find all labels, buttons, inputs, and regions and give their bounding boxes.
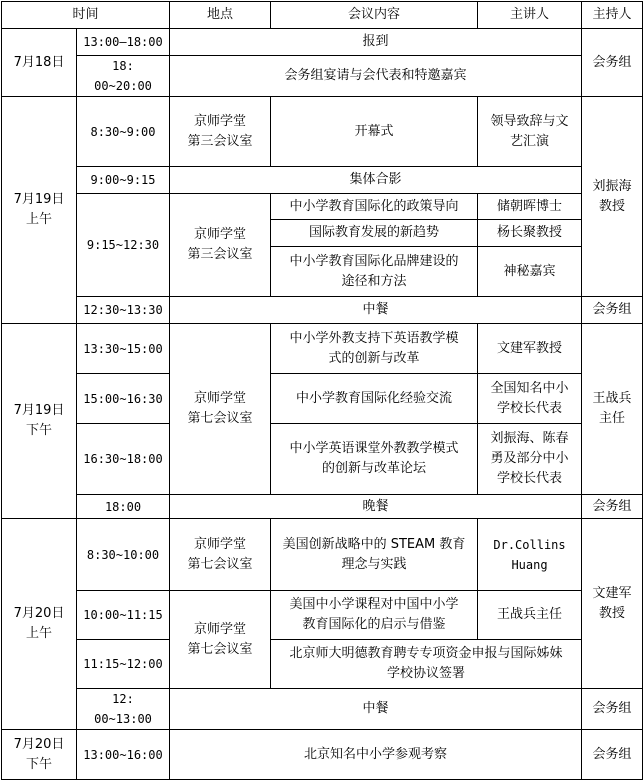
host-cell bbox=[582, 519, 643, 689]
speaker-cell: 王战兵主任 bbox=[478, 591, 582, 640]
location-line: 第七会议室 bbox=[187, 641, 253, 657]
date-period: 上午 bbox=[25, 626, 52, 641]
table-header-row bbox=[2, 2, 643, 29]
time-cell: 13:00—18:00 bbox=[77, 29, 170, 56]
content-line: 的创新与改革论坛 bbox=[321, 461, 426, 476]
location-cell bbox=[170, 194, 271, 297]
header-content: 会议内容 bbox=[271, 2, 478, 29]
location-cell bbox=[170, 519, 271, 591]
host-cell: 会务组 bbox=[582, 297, 643, 324]
content-line: 教育国际化的启示与借鉴 bbox=[302, 617, 446, 632]
content-cell bbox=[271, 640, 582, 689]
speaker-line: 全国知名中小 bbox=[490, 380, 569, 396]
speaker-cell bbox=[478, 424, 582, 495]
content-cell: 开幕式 bbox=[271, 97, 478, 167]
content-cell: 集体合影 bbox=[170, 167, 582, 194]
content-line: 中小学外教支持下英语教学模 bbox=[289, 330, 459, 346]
date-period: 下午 bbox=[25, 756, 52, 772]
host-cell bbox=[582, 324, 643, 495]
speaker-cell bbox=[478, 519, 582, 591]
content-line: 美国中小学课程对中国中小学 bbox=[289, 597, 459, 612]
date-cell bbox=[2, 324, 77, 519]
date-line: 7月19日 bbox=[13, 192, 65, 207]
table-row bbox=[2, 495, 643, 519]
table-row bbox=[2, 374, 643, 424]
content-line: 途径和方法 bbox=[341, 273, 407, 289]
content-cell: 中小学教育国际化的政策导向 bbox=[271, 194, 478, 220]
date-cell: 7月18日 bbox=[2, 29, 77, 97]
header-location: 地点 bbox=[170, 2, 271, 29]
host-cell bbox=[582, 97, 643, 297]
time-cell: 13:30~15:00 bbox=[77, 324, 170, 374]
table-row bbox=[2, 640, 643, 689]
content-cell: 北京知名中小学参观考察 bbox=[170, 730, 582, 780]
time-cell: 9:15~12:30 bbox=[77, 194, 170, 297]
table-row bbox=[2, 297, 643, 324]
header-speaker: 主讲人 bbox=[478, 2, 582, 29]
speaker-cell: 杨长聚教授 bbox=[478, 220, 582, 247]
speaker-cell: 神秘嘉宾 bbox=[478, 247, 582, 297]
content-line: 中小学英语课堂外教教学模式 bbox=[289, 441, 459, 456]
speaker-line: 领导致辞与文 bbox=[490, 113, 569, 129]
host-line: 文建军 bbox=[592, 585, 632, 601]
content-cell: 国际教育发展的新趋势 bbox=[271, 220, 478, 247]
location-line: 京师学堂 bbox=[193, 227, 246, 242]
content-line: 中小学教育国际化品牌建设的 bbox=[289, 253, 459, 269]
time-cell: 18:00 bbox=[77, 495, 170, 519]
table-row bbox=[2, 689, 643, 730]
location-line: 第七会议室 bbox=[187, 411, 253, 426]
location-line: 京师学堂 bbox=[193, 536, 246, 552]
host-cell: 会务组 bbox=[582, 730, 643, 780]
time-cell: 16:30~18:00 bbox=[77, 424, 170, 495]
content-cell bbox=[271, 324, 478, 374]
speaker-line: Dr.Collins bbox=[493, 537, 566, 552]
speaker-line: 学校长代表 bbox=[496, 471, 562, 486]
header-time: 时间 bbox=[2, 2, 170, 29]
table-row bbox=[2, 519, 643, 591]
location-cell bbox=[170, 591, 271, 689]
table-row bbox=[2, 424, 643, 495]
speaker-line: 学校长代表 bbox=[496, 400, 562, 416]
location-cell bbox=[170, 97, 271, 167]
content-cell: 中餐 bbox=[170, 297, 582, 324]
time-cell: 9:00~9:15 bbox=[77, 167, 170, 194]
date-period: 上午 bbox=[25, 212, 52, 227]
speaker-cell: 文建军教授 bbox=[478, 324, 582, 374]
date-cell bbox=[2, 730, 77, 780]
host-line: 教授 bbox=[598, 198, 625, 214]
location-line: 第三会议室 bbox=[187, 247, 253, 262]
speaker-line: 刘振海、陈春 bbox=[490, 431, 569, 446]
content-cell bbox=[271, 424, 478, 495]
host-cell: 会务组 bbox=[582, 689, 643, 730]
host-line: 刘振海 bbox=[592, 178, 632, 194]
date-period: 下午 bbox=[25, 423, 52, 438]
content-cell: 报到 bbox=[170, 29, 582, 56]
location-line: 第七会议室 bbox=[187, 556, 253, 572]
table-row bbox=[2, 56, 643, 97]
time-cell: 11:15~12:00 bbox=[77, 640, 170, 689]
time-cell: 10:00~11:15 bbox=[77, 591, 170, 640]
table-row bbox=[2, 167, 643, 194]
speaker-cell bbox=[478, 97, 582, 167]
speaker-line: Huang bbox=[511, 557, 548, 572]
time-cell: 15:00~16:30 bbox=[77, 374, 170, 424]
time-cell: 8:30~9:00 bbox=[77, 97, 170, 167]
speaker-cell bbox=[478, 374, 582, 424]
host-line: 教授 bbox=[598, 605, 625, 621]
date-line: 7月20日 bbox=[13, 606, 65, 621]
date-line: 7月20日 bbox=[13, 736, 65, 752]
host-line: 王战兵 bbox=[592, 391, 632, 406]
time-cell: 13:00~16:00 bbox=[77, 730, 170, 780]
content-cell bbox=[271, 591, 478, 640]
header-host: 主持人 bbox=[582, 2, 643, 29]
content-line: 式的创新与改革 bbox=[328, 350, 420, 366]
content-line: 美国创新战略中的 STEAM 教育 bbox=[282, 536, 466, 552]
location-line: 京师学堂 bbox=[193, 113, 246, 129]
content-line: 理念与实践 bbox=[341, 556, 407, 572]
location-cell bbox=[170, 324, 271, 495]
time-cell: 12: 00~13:00 bbox=[77, 689, 170, 730]
host-cell: 会务组 bbox=[582, 29, 643, 97]
content-cell: 中餐 bbox=[170, 689, 582, 730]
table-row bbox=[2, 97, 643, 167]
content-line: 学校协议签署 bbox=[386, 666, 465, 681]
date-cell bbox=[2, 97, 77, 324]
date-line: 7月19日 bbox=[13, 403, 65, 418]
speaker-line: 勇及部分中小 bbox=[490, 451, 569, 466]
content-cell bbox=[271, 519, 478, 591]
host-line: 主任 bbox=[598, 411, 625, 426]
time-cell: 18: 00~20:00 bbox=[77, 56, 170, 97]
date-cell bbox=[2, 519, 77, 730]
location-line: 京师学堂 bbox=[193, 391, 246, 406]
table-row bbox=[2, 324, 643, 374]
content-line: 北京师大明德教育聘专专项资金申报与国际姊妹 bbox=[289, 646, 563, 661]
speaker-cell: 储朝晖博士 bbox=[478, 194, 582, 220]
time-cell: 12:30~13:30 bbox=[77, 297, 170, 324]
time-cell: 8:30~10:00 bbox=[77, 519, 170, 591]
content-cell: 中小学教育国际化经验交流 bbox=[271, 374, 478, 424]
content-cell: 晚餐 bbox=[170, 495, 582, 519]
speaker-line: 艺汇演 bbox=[509, 133, 549, 149]
location-line: 京师学堂 bbox=[193, 621, 246, 637]
location-line: 第三会议室 bbox=[187, 133, 253, 149]
conference-schedule-table bbox=[1, 1, 643, 780]
table-row bbox=[2, 29, 643, 56]
table-row bbox=[2, 730, 643, 780]
table-row bbox=[2, 194, 643, 220]
content-cell bbox=[271, 247, 478, 297]
table-row bbox=[2, 591, 643, 640]
host-cell: 会务组 bbox=[582, 495, 643, 519]
content-cell: 会务组宴请与会代表和特邀嘉宾 bbox=[170, 56, 582, 97]
